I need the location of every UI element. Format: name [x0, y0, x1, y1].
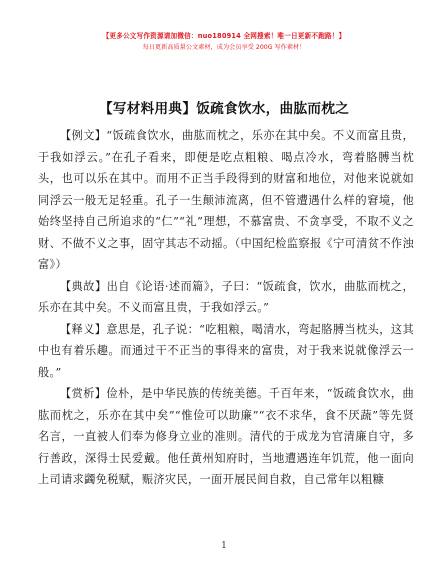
promo-banner — [0, 31, 448, 53]
promo-banner-line-1: 【更多公文写作资源请加微信：nuo180914 全网搜索！唯一日更新不跑路！】 — [102, 32, 346, 40]
paragraph-appreciation: 【赏析】俭朴，是中华民族的传统美德。千百年来，“饭疏食饮水，曲肱而枕之，乐亦在其中矣”“惟俭可以助廉”“衣不求华，食不厌蔬”等先贤名言，一直被人们奉为修身立业的准则。清代的于成龙为官清廉自守，多行善政，深得士民爱戴。他任黄州知府时，当地遭遇连年饥荒，他一面向上司请求蠲免税赋，赈济灾民，一面开展民间自救，自己常年以粗糠 — [38, 387, 414, 486]
promo-banner-line-2: 每日更新高质量公文素材，成为会员享受 200G 写作素材！ — [142, 44, 306, 51]
page-number: 1 — [221, 541, 227, 551]
document-title: 【写材料用典】饭疏食饮水，曲肱而枕之 — [98, 101, 350, 117]
document-body — [38, 125, 414, 491]
paragraph-meaning: 【释义】意思是，孔子说：“吃粗粮，喝清水，弯起胳膊当枕头，这其中也有着乐趣。而通过干不正当的事得来的富贵，对于我来说就像浮云一般。” — [38, 322, 414, 379]
paragraph-source: 【典故】出自《论语·述而篇》，子曰：“饭疏食，饮水，曲肱而枕之，乐亦在其中矣。不义而富且贵，于我如浮云。” — [38, 279, 414, 314]
paragraph-example: 【例文】“饭疏食饮水，曲肱而枕之，乐亦在其中矣。不义而富且贵，于我如浮云。”在孔子看来，即便是吃点粗粮、喝点冷水，弯着胳膊当枕头，也可以乐在其中。而用不正当手段得到的财富和地位，对他来说就如同浮云一般无足轻重。孔子一生颠沛流离，但不管遭遇什么样的窘境，他始终坚持自己所追求的“仁”“礼”理想，不慕富贵、不贪享受，不取不义之财、不做不义之事，固守其志不动摇。（中国纪检监察报《宁可清贫不作浊富》） — [38, 129, 414, 271]
